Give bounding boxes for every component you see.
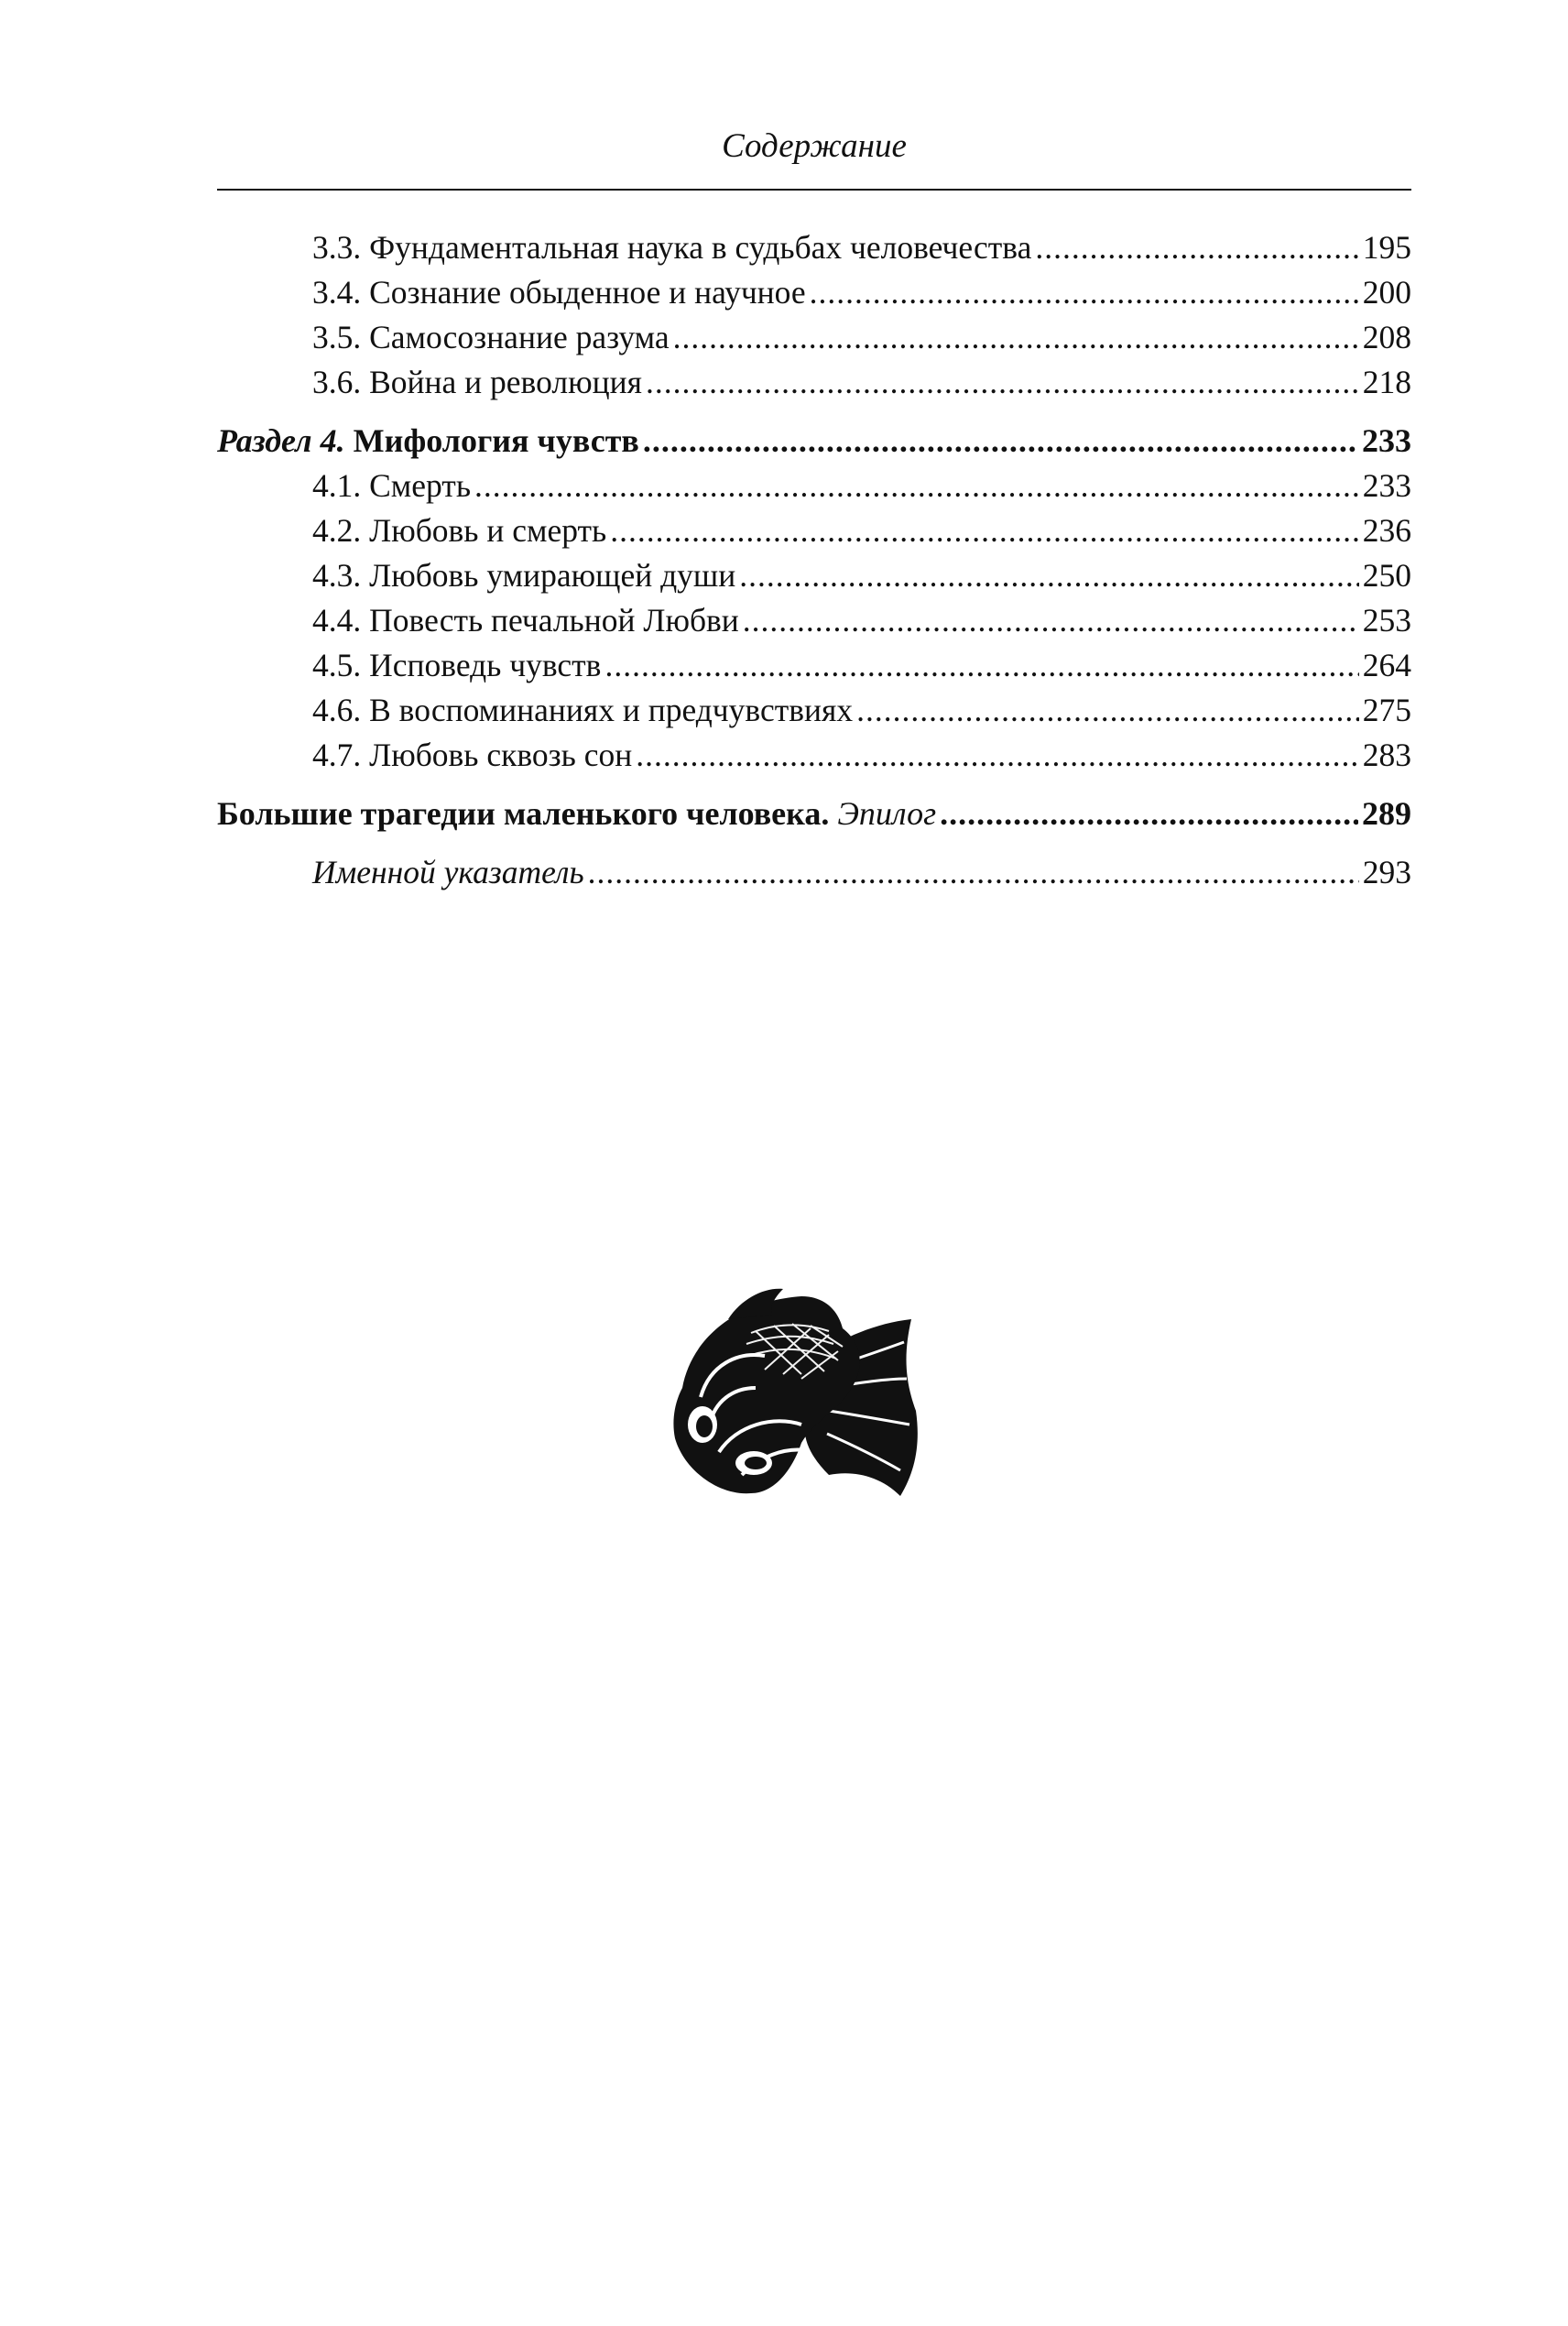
toc-entry-page: 218 — [1362, 364, 1411, 400]
dot-leader — [856, 688, 1359, 733]
section-number: Раздел 4. — [217, 422, 345, 459]
toc-entry-4-3[interactable] — [217, 553, 1411, 598]
toc-entry-page: 250 — [1362, 557, 1411, 594]
toc-entry-label: 4.1. Смерть — [312, 467, 472, 504]
toc-entry-label: Именной указатель — [312, 854, 584, 890]
toc-epilogue-label — [217, 792, 936, 836]
toc-entry-4-6[interactable] — [217, 688, 1411, 733]
toc-entry-3-6[interactable] — [217, 360, 1411, 405]
toc-entry-label: 4.5. Исповедь чувств — [312, 647, 602, 683]
toc-entry-page: 275 — [1362, 692, 1411, 728]
toc-entry-page: 283 — [1362, 737, 1411, 773]
toc-entry-4-7[interactable] — [217, 733, 1411, 778]
toc-entry-4-5[interactable] — [217, 643, 1411, 688]
dot-leader — [810, 270, 1359, 315]
toc-entry-3-5[interactable] — [217, 315, 1411, 360]
dot-leader — [646, 360, 1359, 405]
toc-entry-label: 3.6. Война и революция — [312, 364, 642, 400]
toc-entry-page: 233 — [1362, 422, 1411, 459]
toc-entry-4-1[interactable] — [217, 464, 1411, 508]
toc-entry-label: 4.6. В воспоминаниях и предчувствиях — [312, 692, 854, 728]
toc-entry-page: 195 — [1362, 229, 1411, 266]
toc-name-index[interactable] — [217, 850, 1411, 895]
toc-entry-page: 293 — [1362, 854, 1411, 890]
toc-epilogue[interactable] — [217, 792, 1411, 836]
header-rule — [217, 189, 1411, 191]
table-of-contents — [217, 225, 1411, 895]
toc-entry-label: 4.3. Любовь умирающей души — [312, 557, 736, 594]
dot-leader — [1035, 225, 1358, 270]
toc-entry-page: 236 — [1362, 512, 1411, 549]
dot-leader — [610, 508, 1359, 553]
toc-entry-page: 289 — [1362, 795, 1411, 832]
toc-entry-label: 4.7. Любовь сквозь сон — [312, 737, 633, 773]
dot-leader — [604, 643, 1358, 688]
toc-entry-4-2[interactable] — [217, 508, 1411, 553]
toc-entry-3-4[interactable] — [217, 270, 1411, 315]
section-title: Мифология чувств — [353, 422, 639, 459]
running-head: Содержание — [722, 127, 907, 165]
toc-entry-page: 200 — [1362, 274, 1411, 311]
toc-entry-label: 4.2. Любовь и смерть — [312, 512, 607, 549]
toc-entry-page: 253 — [1362, 602, 1411, 639]
toc-section-4[interactable] — [217, 419, 1411, 464]
toc-section-label — [217, 419, 639, 464]
dot-leader — [474, 464, 1359, 508]
toc-entry-4-4[interactable] — [217, 598, 1411, 643]
dot-leader — [636, 733, 1359, 778]
dot-leader — [673, 315, 1359, 360]
dot-leader — [588, 850, 1359, 895]
dot-leader — [643, 419, 1358, 464]
dot-leader — [940, 792, 1358, 836]
toc-entry-label: 3.3. Фундаментальная наука в судьбах человечества — [312, 229, 1032, 266]
toc-entry-page: 208 — [1362, 319, 1411, 355]
toc-entry-label: 4.4. Повесть печальной Любви — [312, 602, 739, 639]
epilogue-tag: Эпилог — [837, 795, 937, 832]
dot-leader — [743, 598, 1359, 643]
toc-entry-page: 264 — [1362, 647, 1411, 683]
epilogue-title: Большие трагедии маленького человека. — [217, 795, 830, 832]
toc-entry-label: 3.5. Самосознание разума — [312, 319, 670, 355]
fish-ornament-icon — [664, 1287, 930, 1502]
toc-entry-3-3[interactable] — [217, 225, 1411, 270]
dot-leader — [739, 553, 1359, 598]
toc-entry-label: 3.4. Сознание обыденное и научное — [312, 274, 806, 311]
toc-entry-page: 233 — [1362, 467, 1411, 504]
